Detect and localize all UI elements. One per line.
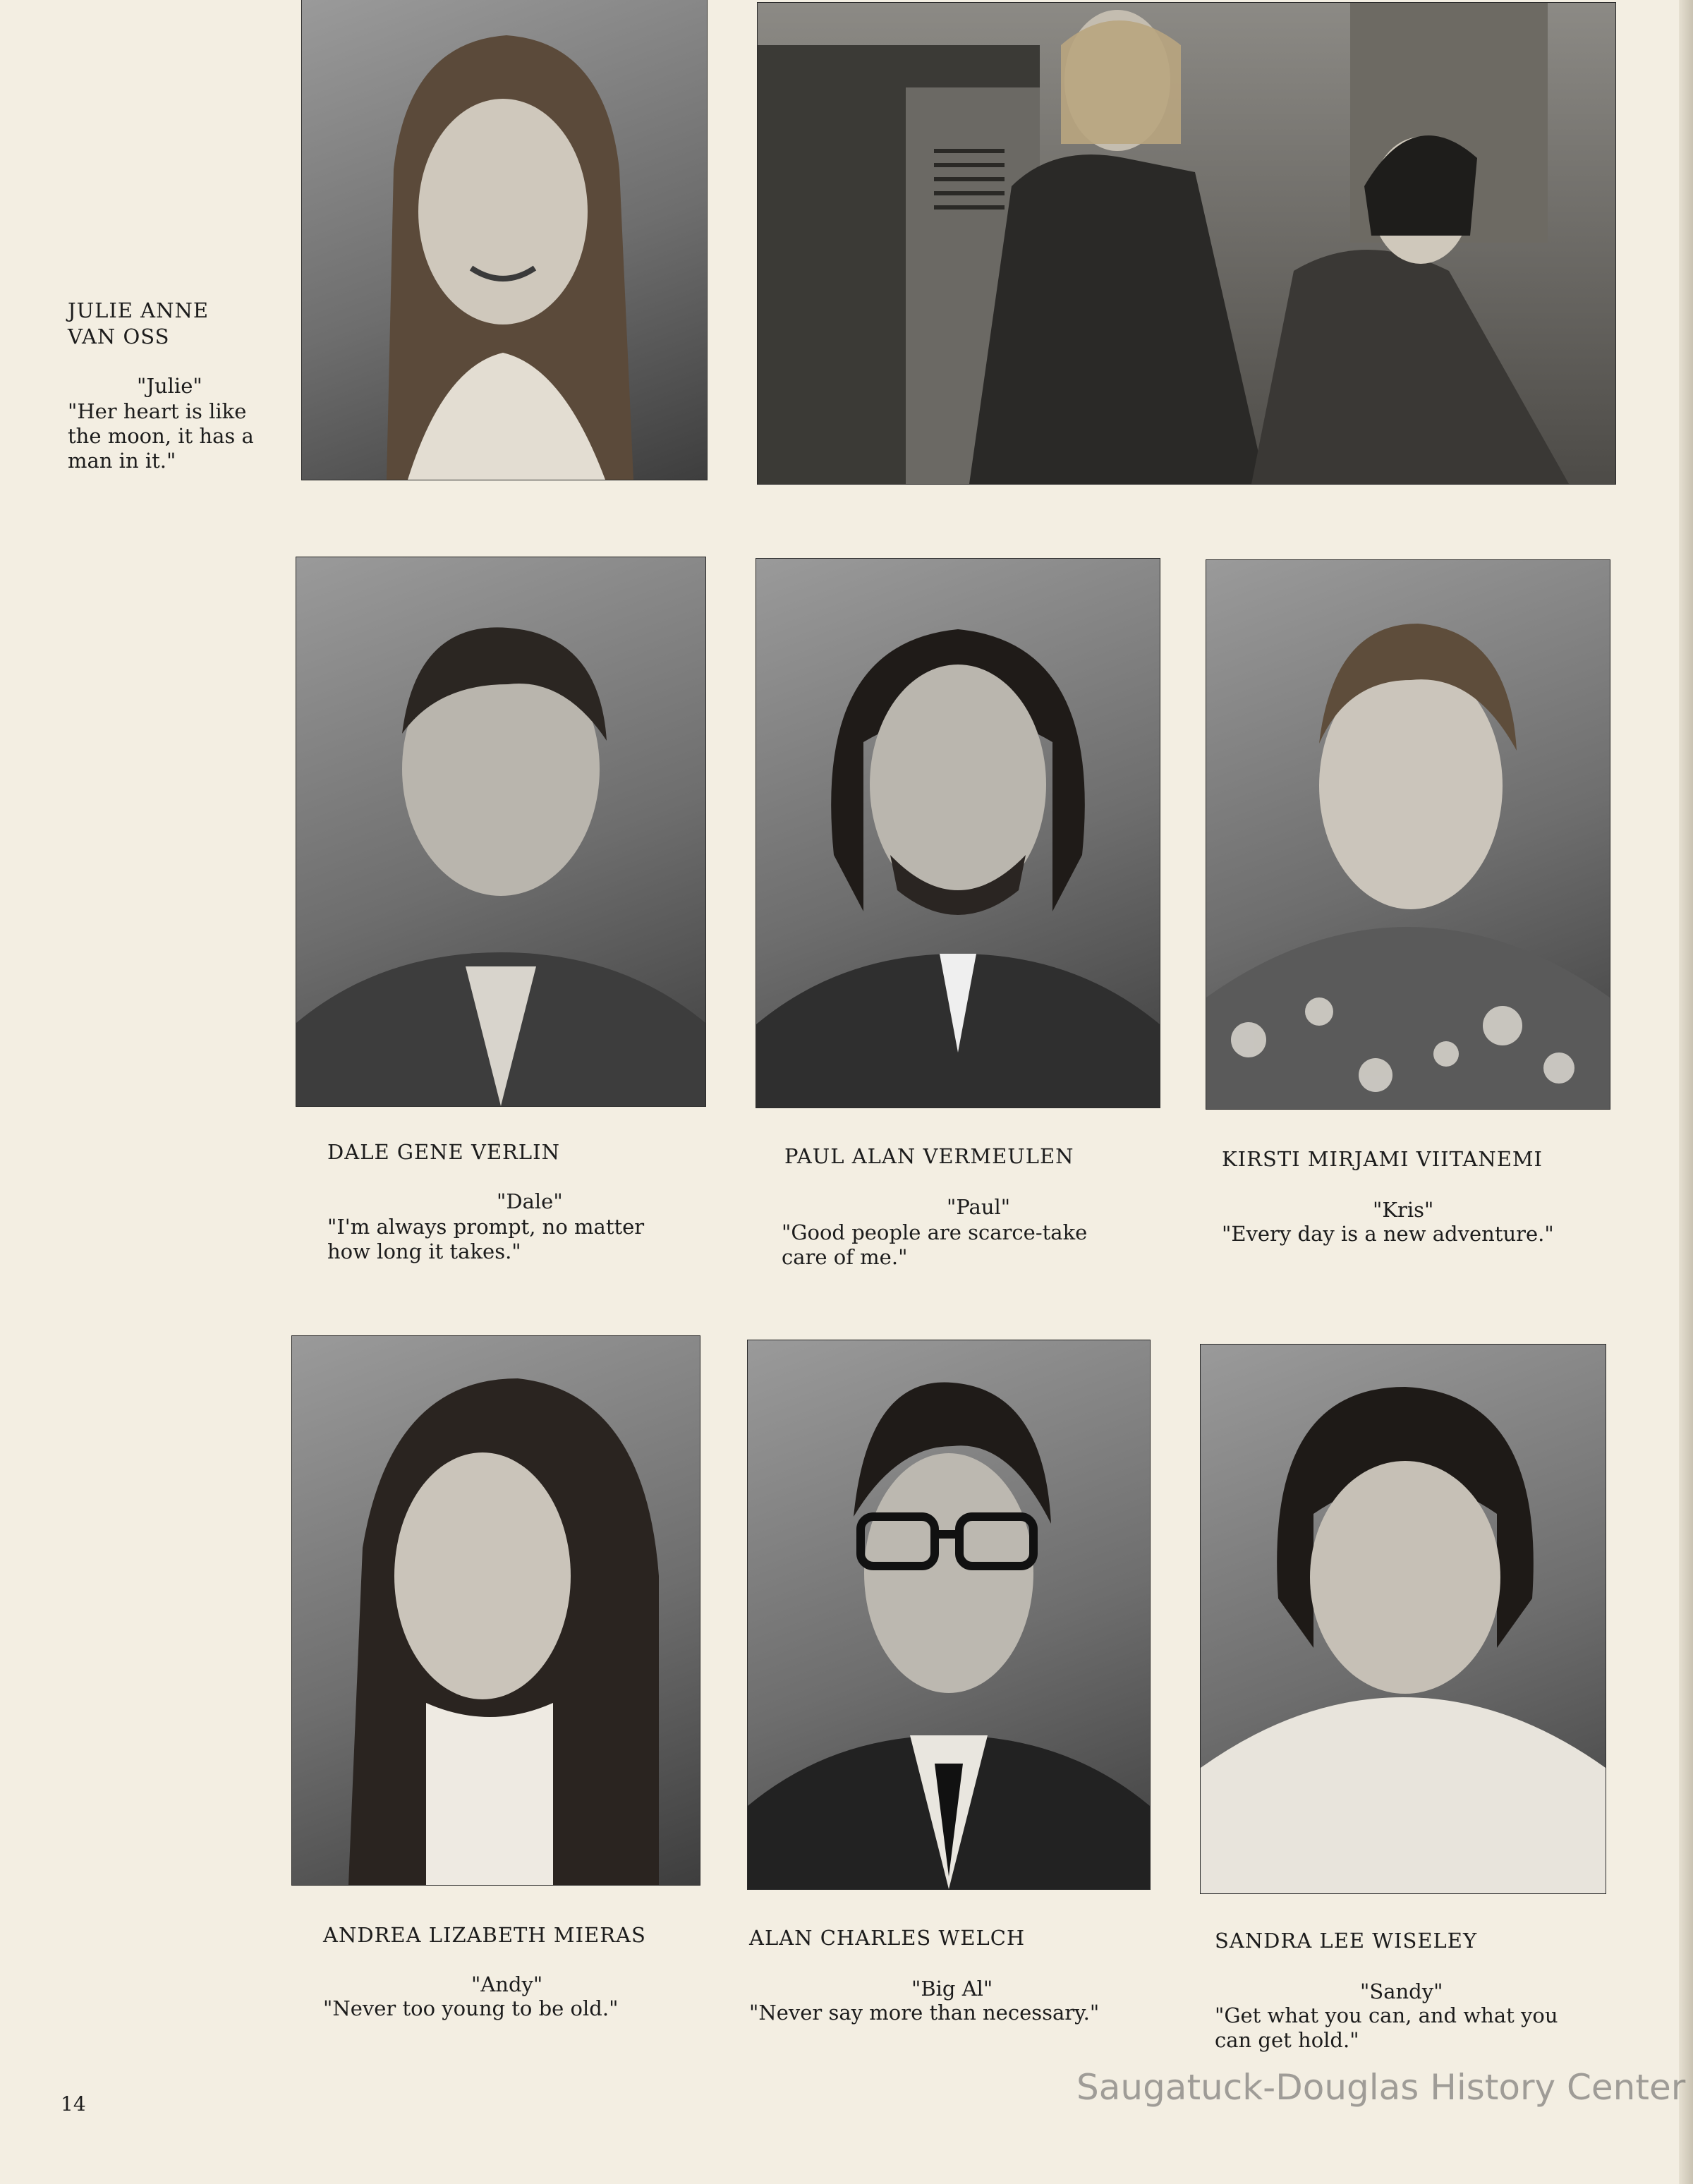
senior-quote: "Good people are scarce-take care of me.": [782, 1220, 1088, 1269]
senior-nickname: "Dale": [497, 1189, 563, 1213]
portrait-julie-van-oss: [302, 0, 707, 480]
portrait-dale-verlin: [296, 557, 705, 1106]
portrait-paul-vermeulen: [756, 559, 1160, 1108]
senior-name: SANDRA LEE WISELEY: [1215, 1929, 1478, 1953]
portrait-sandra-wiseley: [1201, 1345, 1606, 1893]
senior-nickname: "Kris": [1373, 1198, 1434, 1222]
portrait-alan-welch: [748, 1340, 1150, 1889]
senior-name: DALE GENE VERLIN: [327, 1140, 560, 1164]
portrait-andrea-mieras: [292, 1336, 700, 1885]
senior-name: JULIE ANNE VAN OSS: [68, 298, 210, 348]
senior-quote: "Her heart is like the moon, it has a man in it.": [68, 399, 254, 473]
senior-name: PAUL ALAN VERMEULEN: [784, 1144, 1074, 1168]
senior-quote: "Every day is a new adventure.": [1222, 1222, 1554, 1246]
senior-quote: "Get what you can, and what you can get hold.": [1215, 2003, 1558, 2052]
senior-nickname: "Big Al": [911, 1977, 993, 2001]
senior-nickname: "Sandy": [1360, 1979, 1443, 2003]
senior-nickname: "Julie": [137, 374, 202, 398]
watermark: Saugatuck-Douglas History Center: [1076, 2067, 1686, 2108]
senior-name: KIRSTI MIRJAMI VIITANEMI: [1222, 1147, 1543, 1171]
senior-nickname: "Paul": [947, 1195, 1011, 1219]
page-edge: [1679, 0, 1693, 2184]
portrait-kirsti-viitanemi: [1206, 560, 1610, 1109]
senior-name: ANDREA LIZABETH MIERAS: [323, 1923, 646, 1947]
page-number: 14: [61, 2092, 86, 2116]
senior-quote: "Never too young to be old.": [323, 1996, 619, 2020]
candid-locker-photo: [758, 3, 1615, 484]
senior-name: ALAN CHARLES WELCH: [749, 1926, 1026, 1950]
senior-nickname: "Andy": [471, 1972, 543, 1996]
senior-quote: "Never say more than necessary.": [749, 2001, 1100, 2025]
senior-quote: "I'm always prompt, no matter how long it takes.": [327, 1215, 645, 1263]
